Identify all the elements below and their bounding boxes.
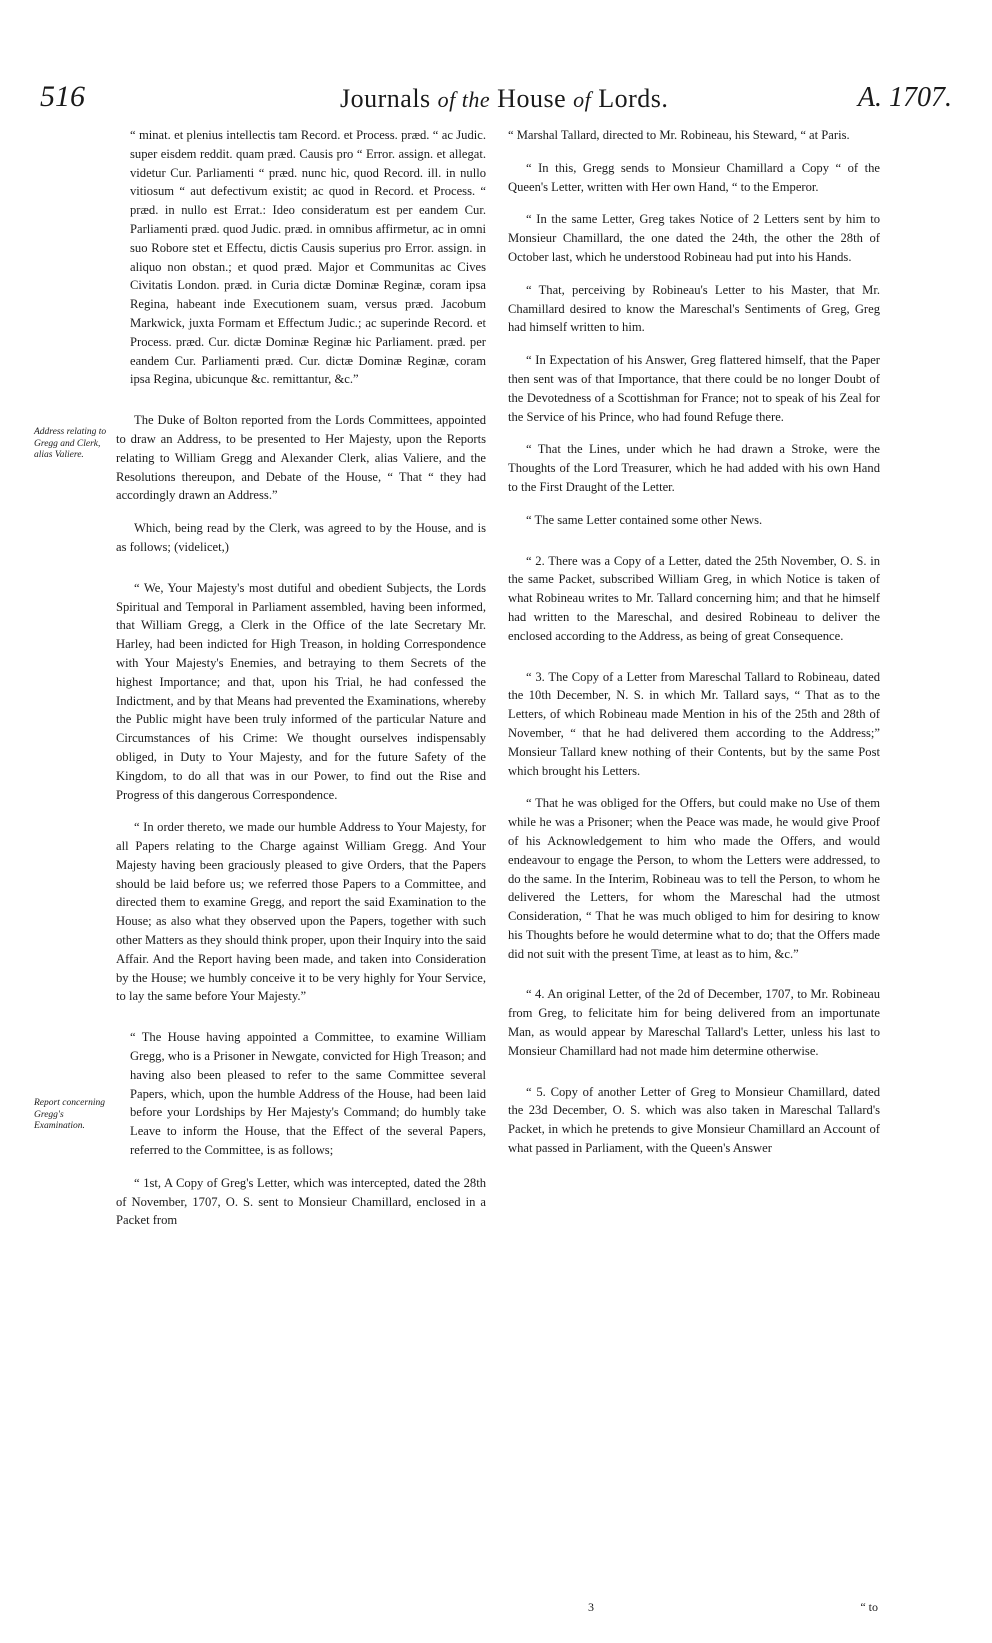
paragraph: “ The same Letter contained some other News. [526,512,763,527]
journal-title [340,84,668,114]
paragraph: “ 3. The Copy of a Letter from Mareschal Tallard to Robineau, dated the 10th December, N. S. in which Mr. Tallard says, “ That as to the Letters, of which Robineau made Mention in his of the 25th and 28th of November, “ that he had delivered them according to the Address;” Monsieur Tallard knew nothing of their Contents, but by the same Post which brought his Letters. [508,669,880,778]
left-column [116,126,486,1244]
margin-note-address: Address relating to Gregg and Clerk, alias Valiere. [34,427,107,460]
paragraph: “ In this, Gregg sends to Monsieur Chamillard a Copy “ of the Queen's Letter, written with Her own Hand, “ to the Emperor. [508,160,880,194]
year-label: A. 1707. [857,82,952,113]
paragraph: The Duke of Bolton reported from the Lords Committees, appointed to draw an Address, to be presented to Her Majesty, upon the Reports relating to William Gregg and Alexander Clerk, alias Valiere, and the Resolutions thereupon, and Debate of the House, “ That “ they had accordingly drawn an Address.” [116,413,486,503]
paragraph: “ Marshal Tallard, directed to Mr. Robineau, his Steward, “ at Paris. [508,128,850,142]
signature-mark: 3 [588,1600,594,1614]
title-word: of [573,87,592,112]
paragraph: “ That he was obliged for the Offers, but could make no Use of them while he was a Prisoner; when the Peace was made, he would give Proof of his Acknowledgement to him who made the Offers, and would endeavour to engage the Person, to whom the Letters were addressed, to do the same. In the Interim, Robineau was to tell the Person, to whom he delivered the Letters, for whom the Mareschal had the utmost Consideration, “ That he was much obliged to him for desiring to know his Thoughts before he would determine what to do; that the Offers made did not suit with the present Time, at least as to him, &c.” [508,796,880,961]
paragraph: “ 4. An original Letter, of the 2d of December, 1707, to Mr. Robineau from Greg, to felicitate him for being delivered from an importunate Man, as would appear by Mareschal Tallard's Letter, unless his last to Monsieur Chamillard had not made him determine otherwise. [508,987,880,1058]
paragraph: “ That the Lines, under which he had drawn a Stroke, were the Thoughts of the Lord Treasurer, which he had added with his own Hand to the First Draught of the Letter. [508,442,880,494]
title-word: Journals [340,84,431,113]
paragraph: Which, being read by the Clerk, was agreed to by the House, and is as follows; (videlicet,) [116,521,486,554]
right-column [508,126,880,1172]
title-word: House [497,84,567,113]
paragraph: “ In Expectation of his Answer, Greg flattered himself, that the Paper then sent was of that Importance, that there could be no longer Doubt of the Devotedness of a Scottishman for France; not to speak of his Zeal for the Service of his Prince, who had found Refuge there. [508,353,880,424]
latin-paragraph: “ minat. et plenius intellectis tam Record. et Process. præd. “ ac Judic. super eisdem reddit. quam præd. Causis pro “ Error. assign. et allegat. videtur Cur. Parliamenti “ præd. nunc hic, quod Record. ill. in nullo vitiosum “ aut defectivum existit; ac quod in Record. et Process. “ præd. in nullo est Errat.: Ideo consideratum est per eandem Cur. Parliamenti præd. quod Judic. præd. in omnibus affirmetur, ac in omni suo Robore stet et Effectu, dictis Causis superius pro Error. assign. in aliquo non obstan.; et quod præd. Major et Communitas ac Cives Civitatis London. præd. in Curia dictæ Dominæ Reginæ, coram ipsa Regina, habeant inde Executionem suam, versus præd. Jacobum Markwick, juxta Formam et Effectum Judic.; ac superinde Record. et Process. præd. Cur. dictæ Dominæ Reginæ hic Parliament. præd. per eandem Cur. Parliamenti præd. Cur. dictæ Dominæ Reginæ, coram ipsa Regina, ubicunque &c. remittantur, &c.” [130,128,486,387]
catchword: “ to [860,1600,878,1614]
title-word: Lords. [598,84,669,113]
paragraph: “ 5. Copy of another Letter of Greg to Monsieur Chamillard, dated the 23d December, O. S. which was also taken in Mareschal Tallard's Packet, in which he pretends to give Monsieur Chamillard an Account of what passed in Parliament, with the Queen's Answer [508,1084,880,1156]
title-word: of the [437,87,491,112]
paragraph: “ The House having appointed a Committee, to examine William Gregg, who is a Prisoner in Newgate, convicted for High Treason; and having also been pleased to refer to the same Committee several Papers, which, upon the humble Address of the House, had been laid before your Lordships by Her Majesty's Command; do humbly take Leave to inform the House, that the Effect of the several Papers, referred to the Committee, is as follows; [130,1030,486,1158]
page-number: 516 [40,80,85,113]
paragraph: “ We, Your Majesty's most dutiful and obedient Subjects, the Lords Spiritual and Temporal in Parliament assembled, having been informed, that William Gregg, a Clerk in the Office of the late Secretary Mr. Harley, had been indicted for High Treason, in holding Correspondence with Your Majesty's Enemies, and betraying to them Secrets of the highest Importance; and that, upon his Trial, he had confessed the Indictment, and by that Means had prevented the Examinations, whereby the Public might have been truly informed of the particular Nature and Circumstances of his Crime: We thought ourselves indispensably obliged, in Duty to Your Majesty, and for the future Safety of the Kingdom, to do all that was in our Power, to find out the Rise and Progress of this dangerous Correspondence. [116,580,486,802]
paragraph: “ That, perceiving by Robineau's Letter to his Master, that Mr. Chamillard desired to know the Mareschal's Sentiments of Greg, Greg had himself written to him. [508,282,880,335]
paragraph: “ 1st, A Copy of Greg's Letter, which was intercepted, dated the 28th of November, 1707, O. S. sent to Monsieur Chamillard, enclosed in a Packet from [116,1175,486,1228]
paragraph: “ 2. There was a Copy of a Letter, dated the 25th November, O. S. in the same Packet, subscribed William Greg, in which Notice is taken of what Robineau writes to Mr. Tallard concerning him; and that he himself had written to the Mareschal, and desired Robineau to deliver the enclosed according to the Address, as being of great Consequence. [508,553,880,643]
paragraph: “ In order thereto, we made our humble Address to Your Majesty, for all Papers relating to the Charge against William Gregg. And Your Majesty having been graciously pleased to give Orders, that the Papers should be laid before us; we referred those Papers to a Committee, and directed them to examine Gregg, and report the said Examination to the House; as also what they observed upon the Papers, together with such other Matters as they should think proper, upon their Inquiry into the said Affair. And the Report having been made, and taken into Consideration by the House; we humbly conceive it to be very highly for Your Service, to lay the same before Your Majesty.” [116,820,486,1004]
page-header [40,78,952,118]
page-footer [588,1600,878,1615]
paragraph: “ In the same Letter, Greg takes Notice of 2 Letters sent by him to Monsieur Chamillard, the one dated the 24th, the other the 28th of October last, which he understood Robineau had put into his Hands. [508,212,880,264]
margin-note-report: Report concerning Gregg's Examination. [34,1098,105,1131]
